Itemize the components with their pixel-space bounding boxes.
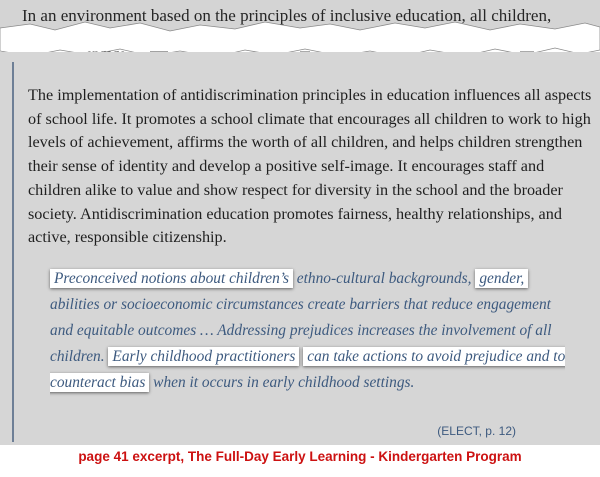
quote-text: abilities or socioeconomic circumstances create barriers that reduce engagement and equitable outcomes … Addressing prejudices increases the involvement of all children. (50, 296, 552, 365)
citation: (ELECT, p. 12) (437, 424, 516, 438)
main-paragraph: The implementation of antidiscrimination principles in education influences all aspects of school life. It promotes a school climate that encourages all children to work to high levels of achievement, affirms the worth of all children, and helps children strengthen their sense of identity and develop a positive self-image. It encourages staff and children alike to value and show respect for diversity in the school and the broader society. Antidiscrimination education promotes fairness, healthy relationships, and active, responsible citizenship. (28, 86, 592, 247)
highlight-early-childhood-practitioners: Early childhood practitioners (108, 347, 299, 366)
highlight-counteract-bias: can take actions to avoid prejudice and to counteract bias (50, 348, 566, 391)
fragment-line: In an environment based on the principles of inclusive education, all children, (22, 6, 552, 25)
highlight-gender: gender, (475, 269, 528, 288)
quotation-block (50, 266, 570, 396)
highlight-preconceived-notions: Preconceived notions about children’s (50, 269, 293, 288)
quote-text: when it occurs in early childhood settings. (149, 374, 415, 391)
quote-text: ethno-cultural backgrounds, (292, 270, 472, 287)
caption: page 41 excerpt, The Full-Day Early Learning - Kindergarten Program (78, 449, 522, 464)
left-rule (12, 62, 14, 442)
